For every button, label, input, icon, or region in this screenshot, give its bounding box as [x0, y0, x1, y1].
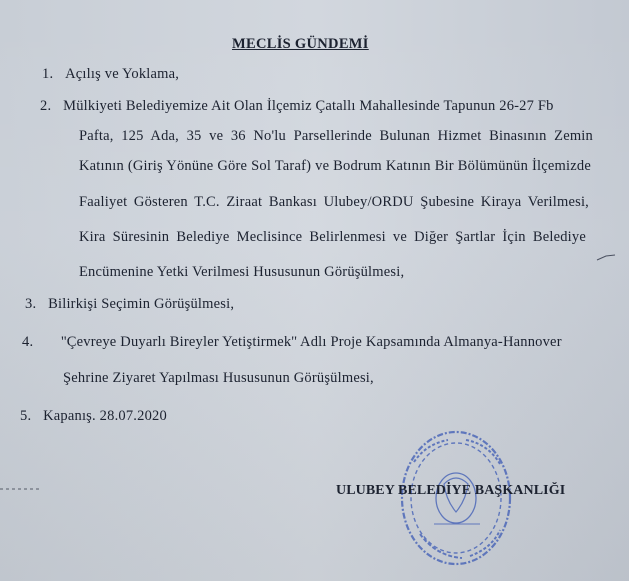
agenda-item-line: Şehrine Ziyaret Yapılması Hususunun Görüşülmesi, [63, 370, 374, 386]
agenda-item-text: ''Çevreye Duyarlı Bireyler Yetiştirmek'' Adlı Proje Kapsamında Almanya-Hannover [61, 334, 562, 350]
signature-authority: ULUBEY BELEDİYE BAŞKANLIĞI [336, 483, 566, 498]
agenda-item-number: 4. [22, 334, 34, 350]
agenda-item-text: Açılış ve Yoklama, [65, 66, 180, 82]
agenda-item-number: 1. [42, 66, 54, 82]
agenda-item-1 [42, 66, 179, 83]
agenda-item-5 [20, 408, 167, 425]
pen-tick-mark [596, 253, 616, 263]
agenda-item-text: Bilirkişi Seçimin Görüşülmesi, [48, 296, 235, 312]
agenda-item-line [40, 98, 554, 115]
agenda-item-line: Pafta, 125 Ada, 35 ve 36 No'lu Parsellerinde Bulunan Hizmet Binasının Zemin [79, 128, 593, 144]
agenda-item-text: Kapanış. 28.07.2020 [43, 408, 167, 424]
agenda-item-line: Kira Süresinin Belediye Meclisince Belirlenmesi ve Diğer Şartlar İçin Belediye [79, 229, 586, 245]
agenda-item-number: 3. [25, 296, 37, 312]
document-title: MECLİS GÜNDEMİ [232, 36, 369, 52]
agenda-item-number: 2. [40, 98, 52, 114]
agenda-item-3 [25, 296, 234, 313]
agenda-item-text: Mülkiyeti Belediyemize Ait Olan İlçemiz Çatallı Mahallesinde Tapunun 26-27 Fb [63, 98, 554, 114]
agenda-item-line: Faaliyet Gösteren T.C. Ziraat Bankası Ulubey/ORDU Şubesine Kiraya Verilmesi, [79, 194, 589, 210]
pen-dash-mark [0, 488, 40, 490]
agenda-item-line: Encümenine Yetki Verilmesi Hususunun Görüşülmesi, [79, 264, 405, 280]
agenda-item-number: 5. [20, 408, 32, 424]
agenda-item-line [22, 334, 562, 351]
agenda-item-line: Katının (Giriş Yönüne Göre Sol Taraf) ve Bodrum Katının Bir Bölümünün İlçemizde [79, 158, 591, 174]
